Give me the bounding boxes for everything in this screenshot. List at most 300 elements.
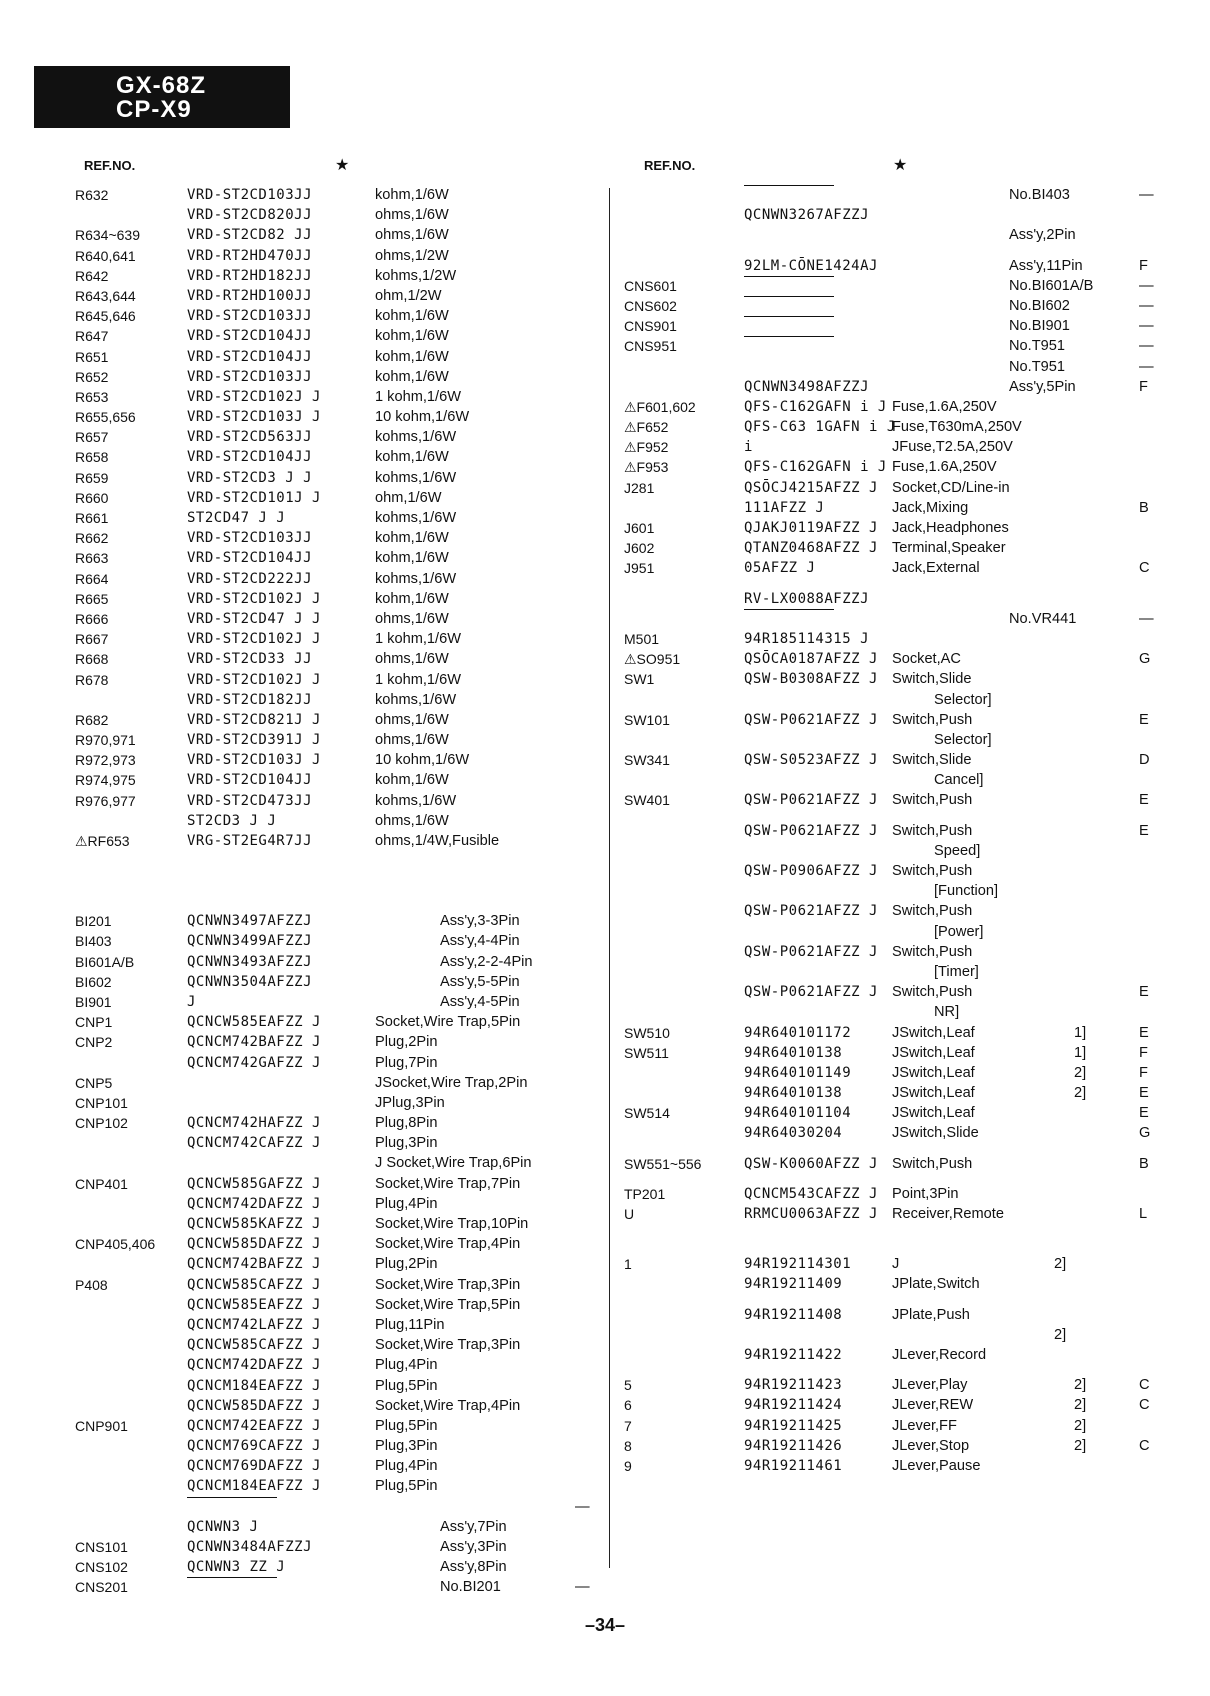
description: Plug,2Pin: [375, 1256, 438, 1273]
part-number: VRD-ST2CD3 J J: [187, 469, 313, 486]
note-marker: 2]: [1054, 1326, 1067, 1343]
ref-number: CNP5: [75, 1074, 113, 1091]
ref-number: R655,656: [75, 409, 136, 426]
price-code: E: [1139, 711, 1149, 728]
part-row: [624, 881, 1154, 901]
part-row: [624, 538, 1154, 558]
part-row: [75, 811, 595, 831]
part-row: [624, 276, 1154, 296]
price-code: B: [1139, 499, 1149, 516]
part-number: VRD-ST2CD391J J: [187, 732, 321, 749]
part-row: [624, 901, 1154, 921]
description: Fuse,T630mA,250V: [892, 419, 1022, 436]
note-marker: 2]: [1074, 1417, 1087, 1434]
part-row: [75, 730, 595, 750]
price-code: B: [1139, 1155, 1149, 1172]
ref-number: R659: [75, 469, 109, 486]
ref-number: 8: [624, 1437, 632, 1454]
description: Switch,Push: [892, 984, 973, 1001]
part-number: VRD-ST2CD104JJ: [187, 348, 313, 365]
ref-number: CNP1: [75, 1014, 113, 1031]
part-number: 94R64030204: [744, 1125, 843, 1142]
price-code: C: [1139, 1377, 1150, 1394]
part-number: QSŌCJ4215AFZZ J: [744, 479, 878, 496]
ref-number: 7: [624, 1417, 632, 1434]
description: JFuse,T2.5A,250V: [892, 439, 1013, 456]
part-row: [75, 468, 595, 488]
part-row: [75, 1153, 595, 1173]
note-marker: 2]: [1074, 1064, 1087, 1081]
description: Plug,11Pin: [375, 1316, 445, 1333]
note-marker: 2]: [1054, 1256, 1067, 1273]
part-row: [624, 1416, 1154, 1436]
part-row: [624, 1184, 1154, 1204]
part-row: [75, 851, 595, 861]
description: Socket,AC: [892, 651, 961, 668]
description: kohm,1/6W: [375, 590, 449, 607]
description: No.BI601A/B: [1009, 277, 1094, 294]
description: J: [892, 1256, 900, 1273]
ref-number: SW511: [624, 1044, 669, 1061]
ref-number: R653: [75, 388, 109, 405]
ref-number: SW551~556: [624, 1155, 702, 1172]
part-row: [624, 1436, 1154, 1456]
left-ref-header: REF.NO.: [84, 158, 136, 173]
part-row: [624, 225, 1154, 245]
part-row: [75, 1517, 595, 1537]
part-row: [624, 1254, 1154, 1274]
ref-number: R660: [75, 489, 109, 506]
part-number: QCNCM742BAFZZ J: [187, 1034, 321, 1051]
part-number: VRD-ST2CD102J J: [187, 590, 321, 607]
description: ohm,1/6W: [375, 489, 442, 506]
part-number: RV-LX0088AFZZJ: [744, 590, 870, 607]
ref-number: CNS101: [75, 1539, 128, 1555]
description: Receiver,Remote: [892, 1206, 1004, 1222]
part-row: [624, 1174, 1154, 1184]
part-number: VRG-ST2EG4R7JJ: [187, 833, 313, 849]
price-code: —: [1139, 187, 1154, 203]
part-row: [75, 931, 595, 951]
description: JLever,Record: [892, 1346, 987, 1363]
part-number: QCNWN3267AFZZJ: [744, 207, 870, 224]
part-row: [75, 347, 595, 367]
part-row: [624, 1023, 1154, 1043]
ref-number: 5: [624, 1377, 632, 1394]
part-row: [624, 377, 1154, 397]
part-row: [75, 791, 595, 811]
ref-number: J602: [624, 540, 655, 557]
blank-part-line: [187, 1577, 277, 1578]
ref-number: R664: [75, 570, 109, 587]
price-code: F: [1139, 378, 1148, 395]
part-row: [624, 1244, 1154, 1254]
ref-number: R976,977: [75, 792, 136, 809]
part-row: [75, 690, 595, 710]
ref-number: ⚠SO951: [624, 651, 681, 668]
description: Switch,Push: [892, 792, 973, 809]
description: No.BI403: [1009, 187, 1070, 203]
right-star-header: ★: [893, 157, 908, 174]
price-code: —: [1139, 297, 1154, 314]
part-number: QCNWN3484AFZZJ: [187, 1539, 313, 1555]
description: Fuse,1.6A,250V: [892, 459, 997, 476]
part-row: [75, 1133, 595, 1153]
part-number: 94R64010138: [744, 1085, 843, 1102]
description: Ass'y,11Pin: [1009, 257, 1083, 274]
description: kohm,1/6W: [375, 550, 449, 567]
description: Switch,Slide: [892, 752, 972, 769]
description: 1 kohm,1/6W: [375, 388, 461, 405]
blank-part-line: [744, 296, 834, 297]
part-number: VRD-RT2HD182JJ: [187, 267, 313, 284]
description: Selector]: [934, 691, 992, 708]
description: No.VR441: [1009, 610, 1077, 627]
part-row: [624, 1305, 1154, 1325]
description: JPlug,3Pin: [375, 1094, 445, 1111]
part-number: QJAKJ0119AFZZ J: [744, 520, 878, 536]
part-number: QCNWN3497AFZZJ: [187, 913, 313, 930]
part-row: [75, 286, 595, 306]
part-number: QCNCW585CAFZZ J: [187, 1276, 321, 1293]
ref-number: CNS901: [624, 318, 677, 335]
part-row: [75, 427, 595, 447]
ref-number: CNP2: [75, 1034, 113, 1051]
part-row: [75, 306, 595, 326]
blank-part-line: [744, 276, 834, 277]
part-row: [75, 1396, 595, 1416]
description: NR]: [934, 1004, 960, 1021]
description: Switch,Push: [892, 1155, 973, 1172]
part-number: QCNCM769DAFZZ J: [187, 1458, 321, 1475]
part-row: [75, 1174, 595, 1194]
description: 10 kohm,1/6W: [375, 409, 470, 426]
part-row: [624, 316, 1154, 336]
part-number: RRMCU0063AFZZ J: [744, 1206, 878, 1222]
part-number: QCNCW585GAFZZ J: [187, 1175, 321, 1192]
part-number: QCNCM742DAFZZ J: [187, 1357, 321, 1374]
price-code: E: [1139, 984, 1149, 1001]
ref-number: R972,973: [75, 752, 136, 769]
part-number: QFS-C63 1GAFN i J: [744, 419, 896, 436]
description: kohms,1/6W: [375, 691, 457, 708]
ref-number: R652: [75, 368, 109, 385]
ref-number: J601: [624, 520, 655, 536]
part-row: [75, 952, 595, 972]
part-row: [75, 1456, 595, 1476]
blank-part-line: [744, 316, 834, 317]
description: JSwitch,Leaf: [892, 1044, 975, 1061]
ref-number: 6: [624, 1397, 632, 1414]
part-row: [624, 770, 1154, 790]
right-ref-header: REF.NO.: [644, 158, 696, 173]
part-row: [624, 1456, 1154, 1476]
part-number: VRD-ST2CD103JJ: [187, 308, 313, 325]
part-row: [75, 447, 595, 467]
part-row: [75, 1557, 595, 1577]
blank-part-line: [187, 1497, 277, 1498]
part-row: [75, 861, 595, 871]
part-number: VRD-ST2CD103JJ: [187, 187, 313, 203]
description: Speed]: [934, 842, 981, 859]
description: Terminal,Speaker: [892, 540, 1006, 557]
part-row: [624, 1103, 1154, 1123]
ref-number: 1: [624, 1256, 632, 1273]
part-number: 92LM-CŌNE1424AJ: [744, 257, 878, 274]
part-number: QCNCM742LAFZZ J: [187, 1316, 321, 1333]
note-marker: 2]: [1074, 1397, 1087, 1414]
part-row: [624, 942, 1154, 962]
price-code: —: [1139, 318, 1154, 335]
part-row: [624, 1123, 1154, 1143]
part-row: [75, 508, 595, 528]
part-number: 111AFZZ J: [744, 499, 825, 516]
description: ohms,1/6W: [375, 227, 449, 244]
ref-number: ⚠F953: [624, 459, 669, 476]
price-code: —: [1139, 610, 1154, 627]
part-number: QCNWN3504AFZZJ: [187, 973, 313, 990]
part-number: i: [744, 439, 753, 456]
part-row: [624, 1002, 1154, 1022]
description: Plug,4Pin: [375, 1195, 438, 1212]
description: Plug,5Pin: [375, 1417, 438, 1434]
part-number: 94R640101149: [744, 1064, 852, 1081]
part-row: [75, 387, 595, 407]
blank-part-line: [744, 185, 834, 186]
part-number: QFS-C162GAFN i J: [744, 398, 887, 415]
part-row: [624, 690, 1154, 710]
ref-number: CNP102: [75, 1115, 128, 1132]
price-code: —: [1139, 358, 1154, 375]
ref-number: BI901: [75, 993, 112, 1010]
part-row: [624, 1083, 1154, 1103]
description: Plug,5Pin: [375, 1478, 438, 1495]
part-number: 94R19211409: [744, 1276, 843, 1293]
note-marker: 2]: [1074, 1085, 1087, 1102]
part-number: VRD-ST2CD82 JJ: [187, 227, 313, 244]
part-number: VRD-ST2CD821J J: [187, 711, 321, 728]
description: Switch,Push: [892, 711, 973, 728]
part-number: QSŌCA0187AFZZ J: [744, 651, 878, 668]
part-row: [75, 992, 595, 1012]
part-number: VRD-ST2CD103J J: [187, 409, 321, 426]
description: JSwitch,Leaf: [892, 1024, 975, 1041]
note-marker: 2]: [1074, 1437, 1087, 1454]
part-row: [75, 1335, 595, 1355]
description: Plug,2Pin: [375, 1034, 438, 1051]
part-row: [624, 397, 1154, 417]
part-number: QCNCM742DAFZZ J: [187, 1195, 321, 1212]
part-number: 94R192114301: [744, 1256, 852, 1273]
part-row: [75, 911, 595, 931]
part-row: [75, 649, 595, 669]
description: Plug,3Pin: [375, 1438, 438, 1455]
part-row: [624, 1295, 1154, 1305]
price-code: G: [1139, 1125, 1151, 1142]
part-row: [624, 710, 1154, 730]
description: ohms,1/6W: [375, 207, 449, 224]
part-row: [624, 790, 1154, 810]
description: Switch,Push: [892, 822, 973, 839]
description: kohms,1/6W: [375, 792, 457, 809]
part-row: [624, 246, 1154, 256]
description: [Power]: [934, 923, 984, 940]
ref-number: ⚠F601,602: [624, 398, 696, 415]
part-number: VRD-ST2CD103JJ: [187, 368, 313, 385]
part-row: [75, 1355, 595, 1375]
description: Plug,3Pin: [375, 1135, 438, 1152]
part-row: [624, 437, 1154, 457]
part-row: [75, 548, 595, 568]
part-number: VRD-RT2HD100JJ: [187, 287, 313, 304]
price-code: D: [1139, 752, 1150, 769]
description: No.BI201: [440, 1579, 501, 1596]
part-row: [624, 1345, 1154, 1365]
part-number: VRD-ST2CD104JJ: [187, 449, 313, 466]
part-row: [75, 528, 595, 548]
note-marker: 2]: [1074, 1377, 1087, 1394]
description: JLever,FF: [892, 1417, 957, 1434]
part-number: QCNCM184EAFZZ J: [187, 1377, 321, 1394]
model-line-1: GX-68Z: [116, 72, 207, 99]
part-row: [624, 579, 1154, 589]
description: Switch,Push: [892, 943, 973, 960]
part-row: [624, 982, 1154, 1002]
price-code: E: [1139, 1105, 1149, 1122]
description: kohms,1/6W: [375, 429, 457, 446]
part-number: VRD-ST2CD47 J J: [187, 610, 321, 627]
part-row: [624, 962, 1154, 982]
ref-number: CNS951: [624, 338, 677, 355]
part-number: QCNCM742EAFZZ J: [187, 1417, 321, 1434]
description: No.BI602: [1009, 297, 1070, 314]
part-number: ST2CD47 J J: [187, 510, 286, 526]
part-number: QCNCW585DAFZZ J: [187, 1236, 321, 1253]
description: [Timer]: [934, 963, 979, 980]
part-row: [624, 1063, 1154, 1083]
description: Jack,Mixing: [892, 499, 969, 516]
part-number: QTANZ0468AFZZ J: [744, 540, 878, 557]
part-row: [624, 417, 1154, 437]
column-divider: [609, 188, 610, 1568]
part-row: [75, 1295, 595, 1315]
part-row: [75, 225, 595, 245]
blank-part-line: [744, 336, 834, 337]
ref-number: R651: [75, 348, 109, 365]
part-row: [75, 1577, 595, 1597]
part-row: [624, 821, 1154, 841]
ref-number: R658: [75, 449, 109, 466]
description: Ass'y,2-2-4Pin: [440, 953, 533, 970]
description: No.BI901: [1009, 318, 1070, 335]
description: JSwitch,Leaf: [892, 1105, 975, 1122]
part-row: [75, 488, 595, 508]
part-row: [624, 357, 1154, 377]
price-code: C: [1139, 1397, 1150, 1414]
part-number: VRD-ST2CD102J J: [187, 388, 321, 405]
part-row: [624, 1154, 1154, 1174]
part-row: [624, 1224, 1154, 1234]
model-label-box: [34, 66, 290, 128]
part-number: VRD-ST2CD104JJ: [187, 328, 313, 345]
left-star-header: ★: [335, 157, 350, 174]
ref-number: 9: [624, 1457, 632, 1474]
description: No.T951: [1009, 358, 1065, 375]
part-row: [75, 1254, 595, 1274]
part-number: 94R185114315 J: [744, 630, 870, 647]
part-number: QCNCW585CAFZZ J: [187, 1337, 321, 1354]
part-row: [75, 1032, 595, 1052]
part-number: VRD-RT2HD470JJ: [187, 247, 313, 264]
part-row: [75, 871, 595, 881]
page-number: –34–: [584, 1615, 626, 1635]
ref-number: R645,646: [75, 308, 136, 325]
description: JLever,REW: [892, 1397, 974, 1414]
price-code: G: [1139, 651, 1151, 668]
part-number: VRD-ST2CD182JJ: [187, 691, 313, 708]
part-row: [624, 457, 1154, 477]
ref-number: R632: [75, 187, 109, 203]
ref-number: R665: [75, 590, 109, 607]
price-code: L: [1139, 1206, 1148, 1222]
price-code: —: [1139, 277, 1154, 294]
description: JLever,Stop: [892, 1437, 970, 1454]
part-row: [75, 246, 595, 266]
part-number: QSW-P0621AFZZ J: [744, 792, 878, 809]
ref-number: SW1: [624, 671, 655, 688]
price-code: E: [1139, 822, 1149, 839]
description: kohm,1/6W: [375, 348, 449, 365]
part-row: [75, 569, 595, 589]
ref-number: BI602: [75, 973, 112, 990]
part-row: [75, 670, 595, 690]
ref-number: R662: [75, 530, 109, 547]
part-row: [75, 266, 595, 286]
description: kohm,1/6W: [375, 449, 449, 466]
description: Jack,External: [892, 560, 980, 577]
part-number: 94R64010138: [744, 1044, 843, 1061]
part-number: 94R640101104: [744, 1105, 852, 1122]
description: Ass'y,4-4Pin: [440, 933, 520, 950]
part-row: [624, 1395, 1154, 1415]
description: ohm,1/2W: [375, 287, 442, 304]
part-row: [624, 589, 1154, 609]
description: Cancel]: [934, 772, 984, 789]
ref-number: SW510: [624, 1024, 670, 1041]
part-row: [624, 185, 1154, 205]
part-number: VRD-ST2CD473JJ: [187, 792, 313, 809]
description: Switch,Slide: [892, 671, 972, 688]
ref-number: R678: [75, 671, 109, 688]
part-number: ST2CD3 J J: [187, 812, 277, 829]
ref-number: BI403: [75, 933, 112, 950]
part-row: [75, 881, 595, 891]
part-row: [624, 205, 1154, 225]
ref-number: J281: [624, 479, 655, 496]
description: ohms,1/6W: [375, 732, 449, 749]
description: ohms,1/6W: [375, 610, 449, 627]
ref-number: ⚠F652: [624, 419, 669, 436]
part-row: [75, 1214, 595, 1234]
part-row: [75, 1436, 595, 1456]
description: Plug,4Pin: [375, 1458, 438, 1475]
description: kohms,1/6W: [375, 469, 457, 486]
description: JPlate,Push: [892, 1306, 970, 1323]
ref-number: BI601A/B: [75, 953, 135, 970]
ref-number: R647: [75, 328, 109, 345]
part-row: [624, 1325, 1154, 1345]
ref-number: R668: [75, 651, 109, 668]
